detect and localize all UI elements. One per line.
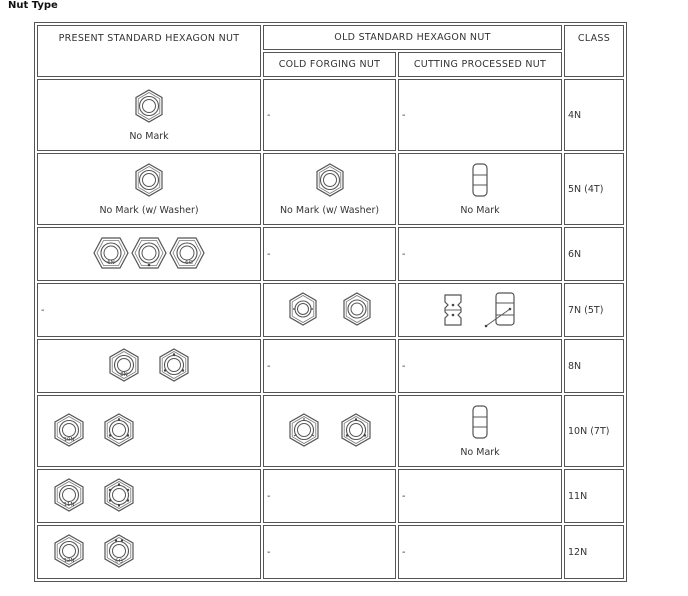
hex-nut-6g-mark-icon bbox=[169, 235, 205, 271]
nut-mark: 10N bbox=[63, 436, 75, 443]
hex-nut-washer-icon bbox=[314, 162, 346, 198]
nut-mark-pointer-icon bbox=[482, 290, 518, 330]
cutting-cell bbox=[398, 153, 562, 225]
table-row bbox=[37, 339, 624, 393]
header-cold-forging: COLD FORGING NUT bbox=[263, 52, 396, 77]
hex-nut-tri-mark-icon bbox=[287, 412, 321, 448]
cutting-cell: - bbox=[398, 525, 562, 579]
hex-nut-dot-mark-icon bbox=[131, 235, 167, 271]
class-cell: 4N bbox=[564, 79, 624, 151]
hex-nut-notch-icon bbox=[287, 291, 319, 327]
hex-nut-dot-mark-icon bbox=[339, 412, 373, 448]
hex-nut-10n-mark-icon bbox=[52, 412, 86, 448]
present-cell bbox=[37, 469, 261, 523]
header-class: CLASS bbox=[564, 25, 624, 77]
header-old-standard: OLD STANDARD HEXAGON NUT bbox=[263, 25, 562, 50]
hex-nut-6n-mark-icon bbox=[93, 235, 129, 271]
hex-nut-icon bbox=[341, 291, 373, 327]
no-mark-washer-caption: No Mark (w/ Washer) bbox=[279, 205, 380, 216]
present-cell bbox=[37, 227, 261, 281]
table-row bbox=[37, 525, 624, 579]
header-cutting-processed: CUTTING PROCESSED NUT bbox=[398, 52, 562, 77]
table-row bbox=[37, 469, 624, 523]
hex-nut-8n-mark-icon bbox=[107, 347, 141, 383]
no-mark-caption: No Mark bbox=[460, 205, 500, 216]
cutting-cell: - bbox=[398, 469, 562, 523]
hex-nut-12n-mark-icon bbox=[52, 533, 86, 569]
cold-cell: - bbox=[263, 79, 396, 151]
cold-cell bbox=[263, 283, 396, 337]
present-cell bbox=[37, 79, 261, 151]
cutting-cell: - bbox=[398, 227, 562, 281]
table-row bbox=[37, 227, 624, 281]
present-cell bbox=[37, 153, 261, 225]
hex-nut-washer-icon bbox=[133, 162, 165, 198]
header-present-standard: PRESENT STANDARD HEXAGON NUT bbox=[37, 25, 261, 77]
cold-cell bbox=[263, 395, 396, 467]
cutting-cell: - bbox=[398, 79, 562, 151]
table-row bbox=[37, 395, 624, 467]
present-cell bbox=[37, 525, 261, 579]
hex-nut-icon bbox=[133, 88, 165, 124]
cold-cell bbox=[263, 153, 396, 225]
class-cell: 12N bbox=[564, 525, 624, 579]
nut-mark: 6G bbox=[185, 259, 193, 266]
class-cell: 10N (7T) bbox=[564, 395, 624, 467]
nut-type-table bbox=[34, 22, 627, 582]
no-mark-caption: No Mark bbox=[460, 447, 500, 458]
cold-cell: - bbox=[263, 339, 396, 393]
nut-mark: 11N bbox=[63, 501, 75, 508]
cutting-cell: - bbox=[398, 339, 562, 393]
nut-mark: 6N bbox=[107, 259, 115, 266]
cold-cell: - bbox=[263, 227, 396, 281]
nut-mark: 12N bbox=[63, 557, 75, 564]
hex-nut-dot-mark-icon bbox=[102, 477, 136, 513]
hex-nut-dot-mark-icon bbox=[157, 347, 191, 383]
hex-nut-11n-mark-icon bbox=[52, 477, 86, 513]
cold-cell: - bbox=[263, 469, 396, 523]
nut-mark: 6G bbox=[115, 558, 123, 564]
table-row bbox=[37, 79, 624, 151]
nut-grooved-side-icon bbox=[442, 292, 464, 328]
class-cell: 8N bbox=[564, 339, 624, 393]
cutting-cell bbox=[398, 283, 562, 337]
present-cell: - bbox=[37, 283, 261, 337]
nut-side-view-icon bbox=[470, 162, 490, 198]
present-cell bbox=[37, 339, 261, 393]
hex-nut-6g-mark-icon bbox=[102, 533, 136, 569]
class-cell: 7N (5T) bbox=[564, 283, 624, 337]
no-mark-washer-caption: No Mark (w/ Washer) bbox=[99, 205, 199, 216]
cold-cell: - bbox=[263, 525, 396, 579]
cutting-cell bbox=[398, 395, 562, 467]
class-cell: 5N (4T) bbox=[564, 153, 624, 225]
page-title: Nut Type bbox=[8, 0, 58, 11]
nut-mark: 8N bbox=[120, 371, 128, 378]
class-cell: 6N bbox=[564, 227, 624, 281]
hex-nut-dot-mark-icon bbox=[102, 412, 136, 448]
table-row bbox=[37, 153, 624, 225]
present-cell bbox=[37, 395, 261, 467]
nut-side-view-icon bbox=[470, 404, 490, 440]
table-row bbox=[37, 283, 624, 337]
no-mark-caption: No Mark bbox=[129, 131, 169, 142]
class-cell: 11N bbox=[564, 469, 624, 523]
